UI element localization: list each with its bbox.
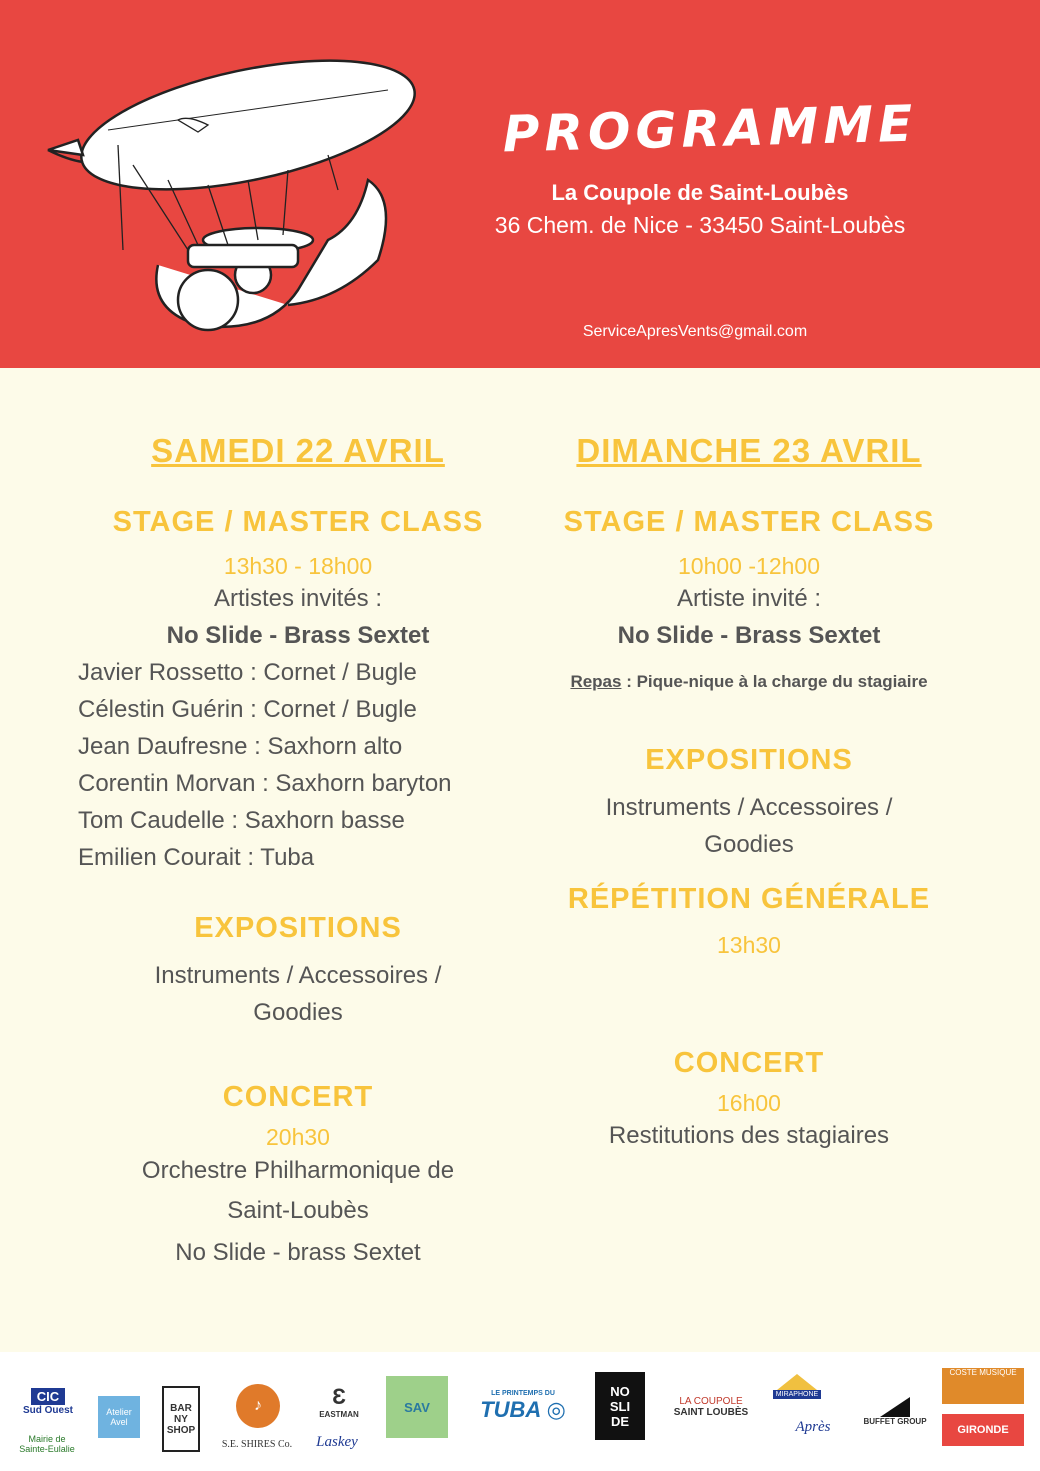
sunday-day-heading: DIMANCHE 23 AVRIL (576, 432, 922, 469)
saturday-concert-line3: No Slide - brass Sextet (175, 1239, 421, 1266)
apreges-logo: Après (795, 1418, 831, 1435)
sunday-rehearsal-title: RÉPÉTITION GÉNÉRALE (567, 883, 931, 915)
saturday-concert-time: 20h30 (266, 1124, 330, 1150)
se-shires-logo: S.E. SHIRES Co. (221, 1438, 293, 1450)
saturday-concert-line2: Saint-Loubès (227, 1197, 369, 1224)
sunday-expo-line2: Goodies (704, 831, 794, 858)
laskey-logo: Laskey (316, 1433, 358, 1450)
coste-musique-logo: COSTE MUSIQUE (942, 1368, 1024, 1404)
sav-logo: SAV (386, 1376, 448, 1438)
miraphone-icon (777, 1374, 817, 1390)
airship-tuba-illustration (38, 50, 438, 350)
sunday-column (519, 432, 979, 1154)
sunday-ensemble: No Slide - Brass Sextet (617, 622, 881, 649)
atelier-avel-logo: Atelier Avel (98, 1396, 140, 1438)
meal-label: Repas (570, 672, 622, 691)
musician-line: Célestin Guérin : Cornet / Bugle (78, 696, 417, 723)
buffet-group-logo: BUFFET GROUP (860, 1386, 930, 1436)
sunday-concert-line1: Restitutions des stagiaires (608, 1122, 890, 1149)
saturday-expo-line1: Instruments / Accessoires / (154, 962, 442, 989)
saturday-stage-title: STAGE / MASTER CLASS (112, 506, 484, 538)
cic-logo: CIC Sud Ouest (22, 1389, 73, 1416)
music-note-logo: ♪ (236, 1384, 280, 1428)
sunday-stage-time: 10h00 -12h00 (678, 553, 820, 579)
sunday-expo-line1: Instruments / Accessoires / (605, 794, 893, 821)
saturday-stage-time: 13h30 - 18h00 (223, 553, 373, 579)
sunday-stage-title: STAGE / MASTER CLASS (563, 506, 935, 538)
meal-text: : Pique-nique à la charge du stagiaire (621, 672, 928, 691)
musician-line: Emilien Courait : Tuba (78, 844, 315, 871)
saturday-concert-line1: Orchestre Philharmonique de (141, 1157, 455, 1184)
barny-shop-logo: BAR NY SHOP (162, 1386, 200, 1452)
sponsor-logos-bar (0, 1352, 1040, 1471)
header-banner (0, 0, 1040, 368)
venue-address: 36 Chem. de Nice - 33450 Saint-Loubès (494, 212, 906, 238)
saturday-expo-title: EXPOSITIONS (194, 912, 402, 944)
musician-line: Tom Caudelle : Saxhorn basse (78, 807, 405, 834)
musician-line: Javier Rossetto : Cornet / Bugle (78, 659, 417, 686)
saturday-column (68, 432, 528, 1275)
no-slide-logo: NO SLI DE (595, 1372, 645, 1440)
sunday-expo-title: EXPOSITIONS (645, 744, 853, 776)
printemps-tuba-logo: LE PRINTEMPS DU TUBA ◎ (480, 1389, 566, 1422)
saturday-ensemble: No Slide - Brass Sextet (166, 622, 430, 649)
page-title: PROGRAMME (502, 94, 918, 164)
saturday-day-heading: SAMEDI 22 AVRIL (151, 432, 445, 469)
venue-name: La Coupole de Saint-Loubès (551, 180, 849, 205)
saturday-concert-title: CONCERT (222, 1081, 374, 1113)
saturday-artists-label: Artistes invités : (213, 585, 383, 612)
sunday-rehearsal-time: 13h30 (717, 932, 781, 958)
sainte-eulalie-logo: Mairie de Sainte-Eulalie (19, 1434, 75, 1454)
sunday-artists-label: Artiste invité : (676, 585, 822, 612)
sunday-concert-time: 16h00 (717, 1090, 781, 1116)
saturday-expo-line2: Goodies (253, 999, 343, 1026)
musician-line: Corentin Morvan : Saxhorn baryton (78, 770, 452, 797)
sunday-meal-info (519, 672, 979, 692)
miraphone-logo: MIRAPHONE (766, 1368, 828, 1404)
musician-line: Jean Daufresne : Saxhorn alto (78, 733, 403, 760)
gironde-logo: GIRONDE (942, 1414, 1024, 1446)
eastman-logo: Ɛ EASTMAN (319, 1383, 359, 1419)
contact-email[interactable]: ServiceApresVents@gmail.com (582, 323, 808, 340)
buffet-icon (880, 1397, 910, 1417)
sunday-concert-title: CONCERT (673, 1047, 825, 1079)
la-coupole-logo: LA COUPOLE SAINT LOUBÈS (673, 1396, 749, 1418)
